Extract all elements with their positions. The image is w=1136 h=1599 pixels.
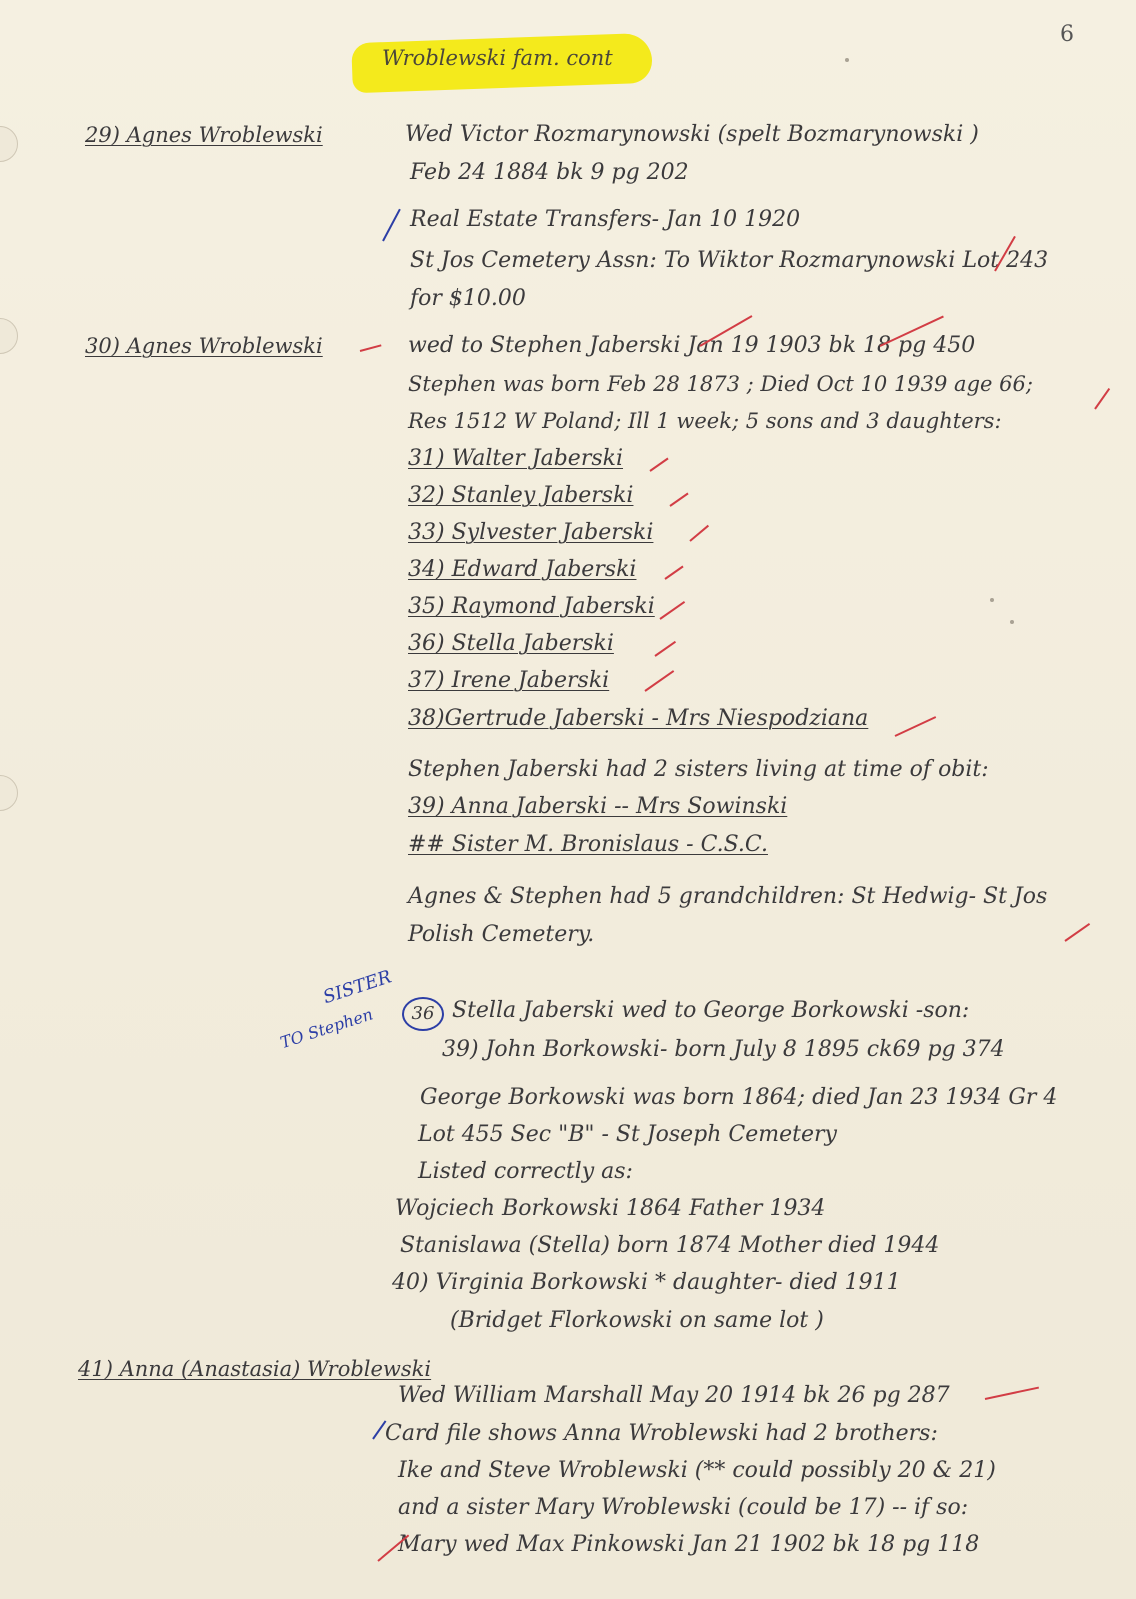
check-mark xyxy=(689,525,709,542)
listed-correctly: Listed correctly as: xyxy=(418,1159,633,1184)
paper-spot xyxy=(1010,620,1014,624)
punch-hole xyxy=(0,126,18,162)
entry-41-card-file: Card file shows Anna Wroblewski had 2 brothers: xyxy=(385,1421,938,1446)
entry-30-marriage: wed to Stephen Jaberski Jan 19 1903 bk 18 pg 450 xyxy=(408,333,976,358)
george-borkowski-note: George Borkowski was born 1864; died Jan 23 1934 Gr 4 xyxy=(420,1085,1058,1110)
entry-39-son: 39) John Borkowski- born July 8 1895 ck69 pg 374 xyxy=(442,1037,1005,1062)
entry-29-transfer: Real Estate Transfers- Jan 10 1920 xyxy=(410,207,801,232)
child-entry: 33) Sylvester Jaberski xyxy=(408,520,654,545)
check-mark xyxy=(644,670,674,692)
entry-41-sister-marriage: Mary wed Max Pinkowski Jan 21 1902 bk 18 pg 118 xyxy=(398,1532,980,1557)
child-entry: 36) Stella Jaberski xyxy=(408,631,614,656)
child-entry: 34) Edward Jaberski xyxy=(408,557,637,582)
circled-number: 36 xyxy=(402,997,444,1031)
entry-29-name: 29) Agnes Wroblewski xyxy=(85,123,323,147)
sister-entry: ## Sister M. Bronislaus - C.S.C. xyxy=(408,832,768,857)
entry-41-marriage: Wed William Marshall May 20 1914 bk 26 pg 287 xyxy=(398,1383,950,1408)
child-entry: 38)Gertrude Jaberski - Mrs Niespodziana xyxy=(408,706,869,731)
sister-entry: 39) Anna Jaberski -- Mrs Sowinski xyxy=(408,794,788,819)
blue-slash xyxy=(382,209,401,242)
listing-father: Wojciech Borkowski 1864 Father 1934 xyxy=(395,1196,826,1221)
check-mark xyxy=(649,458,668,472)
entry-41-name: 41) Anna (Anastasia) Wroblewski xyxy=(78,1357,432,1381)
punch-hole xyxy=(0,775,18,811)
same-lot-note: (Bridget Florkowski on same lot ) xyxy=(450,1308,824,1333)
entry-41-sister: and a sister Mary Wroblewski (could be 17) -- if so: xyxy=(398,1495,969,1520)
check-mark xyxy=(664,566,683,580)
page-number: 6 xyxy=(1060,22,1074,47)
check-mark xyxy=(895,716,937,737)
check-mark xyxy=(659,601,685,620)
check-mark xyxy=(1094,388,1110,410)
grandchildren-note-cont: Polish Cemetery. xyxy=(408,922,595,947)
entry-30-name: 30) Agnes Wroblewski xyxy=(85,334,323,358)
listing-daughter: 40) Virginia Borkowski * daughter- died 1911 xyxy=(392,1270,901,1295)
sisters-intro: Stephen Jaberski had 2 sisters living at time of obit: xyxy=(408,757,989,782)
check-mark xyxy=(669,493,688,507)
punch-hole xyxy=(0,318,18,354)
paper-spot xyxy=(845,58,849,62)
check-mark xyxy=(1064,923,1090,942)
entry-29-marriage: Wed Victor Rozmarynowski (spelt Bozmarynowski ) xyxy=(405,122,979,147)
page-heading: Wroblewski fam. cont xyxy=(382,46,613,70)
check-mark xyxy=(985,1387,1039,1400)
entry-36-marriage: Stella Jaberski wed to George Borkowski -son: xyxy=(452,998,970,1023)
george-borkowski-lot: Lot 455 Sec "B" - St Joseph Cemetery xyxy=(418,1122,837,1147)
check-mark xyxy=(360,344,382,352)
child-entry: 37) Irene Jaberski xyxy=(408,668,610,693)
listing-mother: Stanislawa (Stella) born 1874 Mother died 1944 xyxy=(400,1233,940,1258)
child-entry: 35) Raymond Jaberski xyxy=(408,594,655,619)
annotation-to-stephen: TO Stephen xyxy=(277,1004,376,1053)
entry-30-birth-death: Stephen was born Feb 28 1873 ; Died Oct 10 1939 age 66; xyxy=(408,372,1033,396)
child-entry: 32) Stanley Jaberski xyxy=(408,483,634,508)
child-entry: 31) Walter Jaberski xyxy=(408,446,624,471)
entry-30-residence: Res 1512 W Poland; Ill 1 week; 5 sons and 3 daughters: xyxy=(408,409,1002,433)
grandchildren-note: Agnes & Stephen had 5 grandchildren: St Hedwig- St Jos xyxy=(408,884,1048,909)
check-mark xyxy=(654,641,676,657)
entry-29-cemetery: St Jos Cemetery Assn: To Wiktor Rozmarynowski Lot 243 xyxy=(410,248,1049,273)
entry-41-brothers: Ike and Steve Wroblewski (** could possibly 20 & 21) xyxy=(398,1458,996,1483)
annotation-sister: SISTER xyxy=(320,966,395,1009)
entry-29-price: for $10.00 xyxy=(410,286,526,311)
entry-29-date: Feb 24 1884 bk 9 pg 202 xyxy=(410,160,689,185)
paper-spot xyxy=(990,598,994,602)
